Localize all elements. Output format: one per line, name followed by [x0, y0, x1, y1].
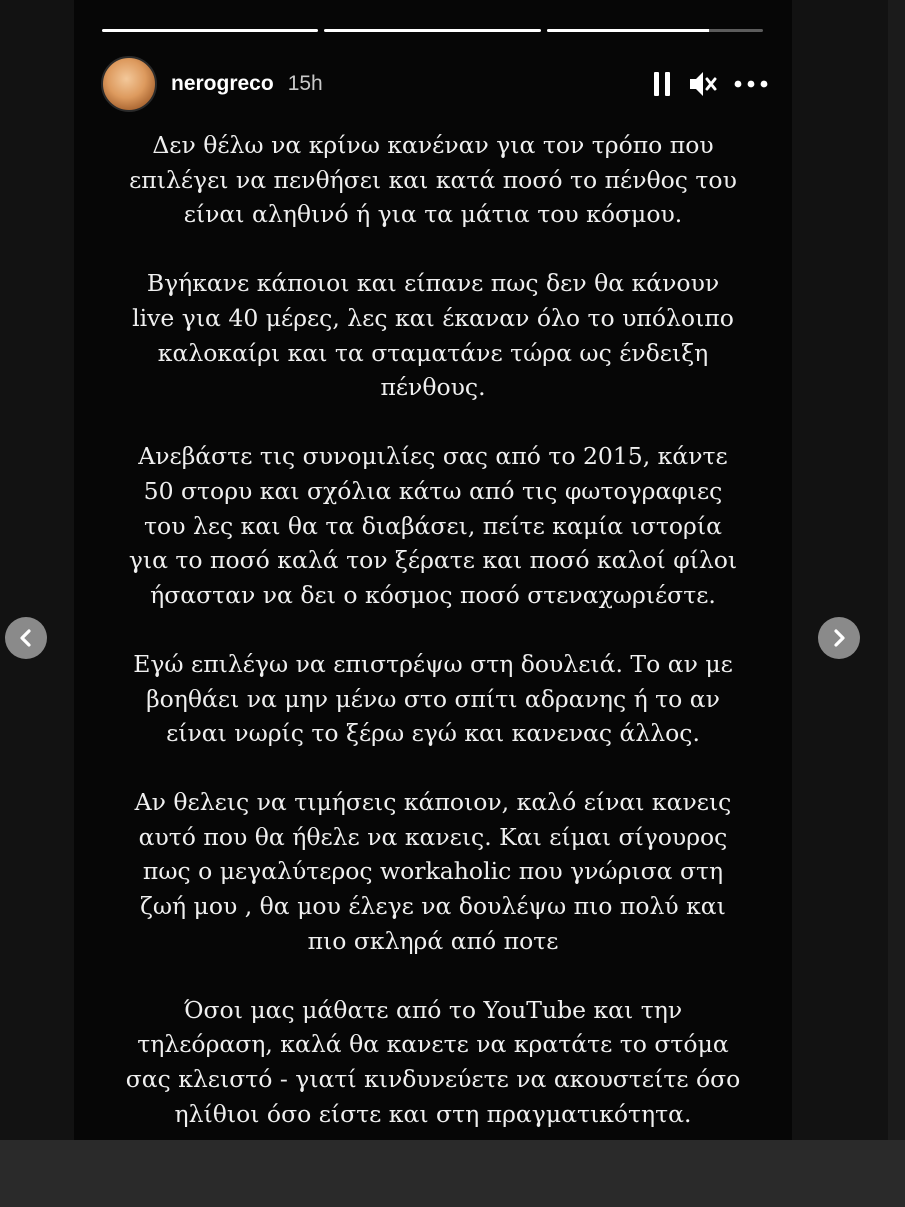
story-text-line: Βγήκανε κάποιοι και είπανε πως δεν θα κάνουν	[146, 269, 720, 298]
story-text-line: live για 40 μέρες, λες και έκαναν όλο το υπόλοιπο	[132, 303, 734, 332]
chevron-left-icon	[18, 628, 34, 648]
story-text-line: για το ποσό καλά τον ξέρατε και ποσό καλοί φίλοι	[128, 546, 738, 575]
progress-segment	[547, 29, 763, 32]
story-text-line: βοηθάει να μην μένω στο σπίτι αδρανης ή το αν	[146, 684, 720, 713]
mute-button[interactable]	[688, 70, 718, 98]
progress-segment	[324, 29, 540, 32]
muted-speaker-icon	[688, 70, 718, 98]
story-text-line: είναι νωρίς το ξέρω εγώ και κανενας άλλος.	[166, 719, 700, 748]
story-text-line: επιλέγει να πενθήσει και κατά ποσό το πένθος του	[129, 165, 737, 194]
story-text-line: πιο σκληρά από ποτε	[307, 926, 559, 955]
story-text-line: ήσασταν να δει ο κόσμος ποσό στεναχωριέστε.	[150, 580, 716, 609]
pause-icon	[652, 71, 672, 97]
story-text-line: Εγώ επιλέγω να επιστρέψω στη δουλειά. Το αν με	[133, 649, 733, 678]
story-paragraph	[102, 266, 764, 404]
story-text-line: τηλεόραση, καλά θα κανετε να κρατάτε το στόμα	[137, 1030, 729, 1059]
story-text-line: του λες και θα τα διαβάσει, πείτε καμία ιστορία	[144, 511, 722, 540]
username[interactable]: nerogreco	[171, 72, 274, 95]
story-text-line: ηλίθιοι όσο είστε και στη πραγματικότητα.	[174, 1099, 692, 1128]
backdrop-edge	[888, 0, 905, 1140]
story-progress	[102, 29, 763, 32]
more-options-icon	[734, 79, 768, 89]
next-story-button[interactable]	[818, 617, 860, 659]
more-options-button[interactable]	[734, 79, 768, 89]
story-text-line: πως ο μεγαλύτερος workaholic που γνώρισα στη	[142, 857, 724, 886]
story-paragraph	[102, 647, 764, 751]
story-text-line: Ανεβάστε τις συνομιλίες σας από το 2015, κάντε	[138, 442, 728, 471]
story-text-line: Όσοι μας μάθατε από το YouTube και την	[183, 995, 683, 1024]
progress-segment	[102, 29, 318, 32]
story-text-line: Αν θελεις να τιμήσεις κάποιον, καλό είναι κανεις	[134, 788, 732, 817]
story-viewer	[74, 0, 792, 1140]
story-paragraph	[102, 785, 764, 958]
previous-story-button[interactable]	[5, 617, 47, 659]
story-paragraph	[102, 439, 764, 612]
progress-fill	[102, 29, 318, 32]
progress-fill	[547, 29, 709, 32]
avatar[interactable]	[101, 56, 157, 112]
story-text-line: Δεν θέλω να κρίνω κανέναν για τον τρόπο που	[152, 131, 714, 159]
chevron-right-icon	[831, 628, 847, 648]
story-text-line: ζωή μου , θα μου έλεγε να δουλέψω πιο πολύ και	[140, 892, 726, 921]
progress-fill	[324, 29, 540, 32]
story-header	[101, 55, 768, 113]
story-text-line: σας κλειστό - γιατί κινδυνεύετε να ακουστείτε όσο	[125, 1065, 741, 1094]
story-controls	[652, 70, 768, 98]
bottom-bar	[0, 1140, 905, 1207]
story-paragraph	[102, 128, 764, 232]
story-text	[102, 128, 764, 1140]
story-paragraph	[102, 993, 764, 1131]
story-text-line: πένθους.	[380, 373, 486, 402]
story-text-line: είναι αληθινό ή για τα μάτια του κόσμου.	[183, 200, 683, 229]
story-text-line: αυτό που θα ήθελε να κανεις. Και είμαι σίγουρος	[138, 822, 728, 851]
story-text-line: 50 στορυ και σχόλια κάτω από τις φωτογραφιες	[143, 476, 723, 505]
story-text-line: καλοκαίρι και τα σταματάνε τώρα ως ένδειξη	[157, 338, 709, 367]
pause-button[interactable]	[652, 71, 672, 97]
post-time: 15h	[287, 72, 323, 95]
